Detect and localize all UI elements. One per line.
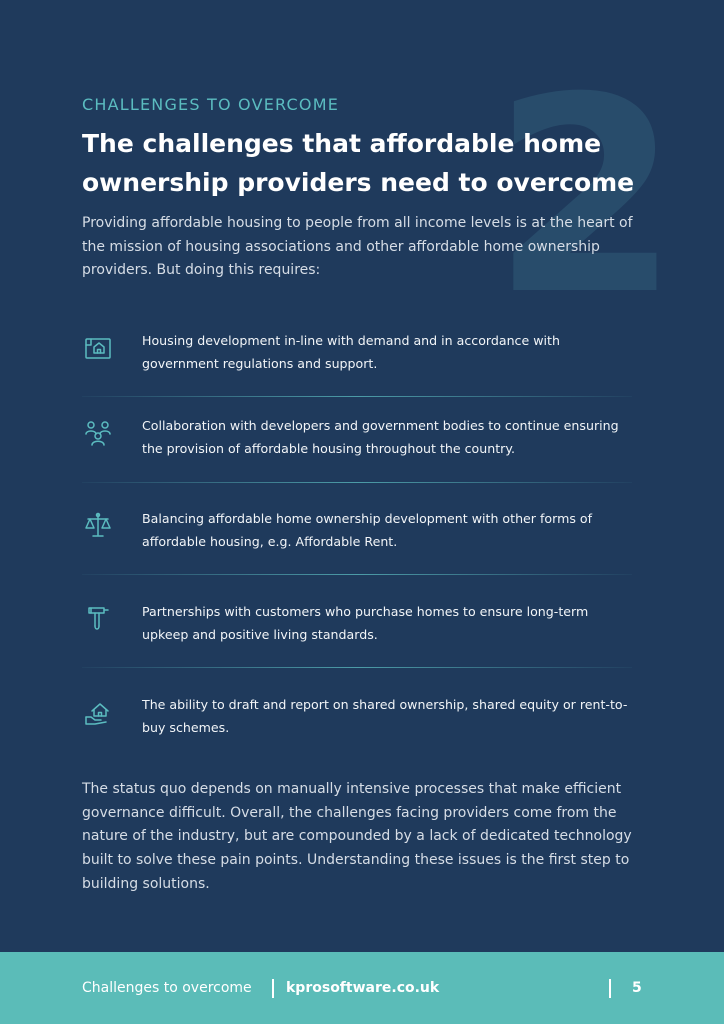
list-item-text: Collaboration with developers and government bodies to continue ensuring the provision of affordable housing throughout the country. bbox=[142, 418, 619, 456]
footer-separator bbox=[609, 979, 611, 998]
section-number-watermark: 2 bbox=[492, 39, 680, 354]
outro-paragraph: The status quo depends on manually intensive processes that make efficient governance difficult. Overall, the challenges facing providers come from the nature of the industry, but are compounded by a lack of dedicated technology built to solve these pain points. Understanding these issues is the first step to building solutions. bbox=[82, 781, 632, 892]
people-collaboration-icon bbox=[82, 416, 114, 448]
list-item-text: Partnerships with customers who purchase homes to ensure long-term upkeep and positive living standards. bbox=[142, 604, 589, 642]
intro-paragraph: Providing affordable housing to people from all income levels is at the heart of the mission of housing associations and other affordable home ownership providers. But doing this requires: bbox=[82, 215, 633, 278]
house-in-hand-icon bbox=[82, 695, 114, 727]
list-item-text: The ability to draft and report on shared ownership, shared equity or rent-to-buy schemes. bbox=[142, 697, 628, 735]
page-number: 5 bbox=[632, 980, 642, 996]
list-item bbox=[82, 600, 642, 650]
scales-icon bbox=[82, 509, 114, 541]
list-item-text: Balancing affordable home ownership development with other forms of affordable housing, e.g. Affordable Rent. bbox=[142, 511, 593, 549]
tools-icon bbox=[82, 602, 114, 634]
list-item bbox=[82, 507, 642, 557]
list-item bbox=[82, 693, 642, 743]
house-plan-icon bbox=[82, 331, 114, 363]
section-kicker: CHALLENGES TO OVERCOME bbox=[82, 95, 340, 114]
list-item bbox=[82, 414, 642, 464]
list-item bbox=[82, 329, 642, 379]
divider bbox=[82, 667, 632, 668]
divider bbox=[82, 396, 632, 397]
footer-website: kprosoftware.co.uk bbox=[286, 980, 440, 996]
divider bbox=[82, 574, 632, 575]
list-item-text: Housing development in-line with demand and in accordance with government regulations and support. bbox=[142, 333, 560, 371]
page-title: The challenges that affordable home ownership providers need to overcome bbox=[82, 129, 635, 197]
divider bbox=[82, 482, 632, 483]
footer-separator bbox=[272, 979, 274, 998]
footer-section-label: Challenges to overcome bbox=[82, 980, 252, 996]
footer bbox=[0, 952, 724, 1024]
